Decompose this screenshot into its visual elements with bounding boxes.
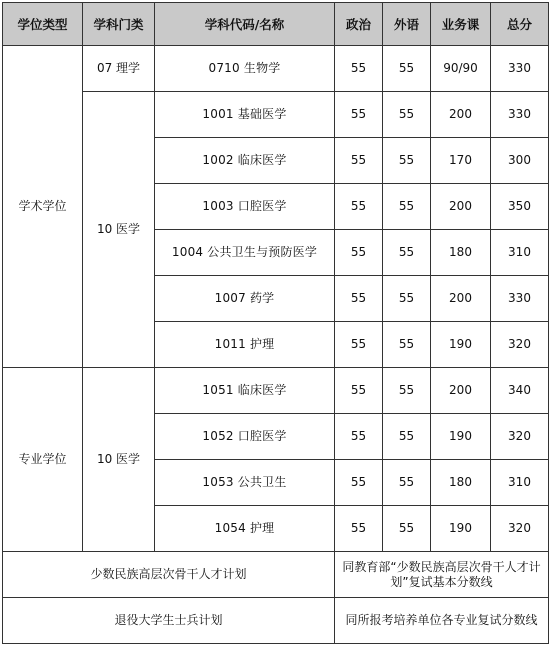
header-major: 业务课 xyxy=(431,3,491,46)
table-row xyxy=(3,368,549,414)
language-cell: 55 xyxy=(383,368,431,414)
politics-cell: 55 xyxy=(335,184,383,230)
header-language: 外语 xyxy=(383,3,431,46)
header-total: 总分 xyxy=(491,3,549,46)
politics-cell: 55 xyxy=(335,322,383,368)
language-cell: 55 xyxy=(383,460,431,506)
language-cell: 55 xyxy=(383,92,431,138)
language-cell: 55 xyxy=(383,414,431,460)
header-subject-code: 学科代码/名称 xyxy=(155,3,335,46)
language-cell: 55 xyxy=(383,322,431,368)
major-cell: 90/90 xyxy=(431,46,491,92)
politics-cell: 55 xyxy=(335,368,383,414)
category-cell: 10 医学 xyxy=(83,92,155,368)
language-cell: 55 xyxy=(383,276,431,322)
total-cell: 330 xyxy=(491,276,549,322)
politics-cell: 55 xyxy=(335,138,383,184)
table-row xyxy=(3,92,549,138)
politics-cell: 55 xyxy=(335,414,383,460)
politics-cell: 55 xyxy=(335,276,383,322)
header-row xyxy=(3,3,549,46)
subject-code-cell: 1054 护理 xyxy=(155,506,335,552)
major-cell: 190 xyxy=(431,322,491,368)
language-cell: 55 xyxy=(383,506,431,552)
politics-cell: 55 xyxy=(335,460,383,506)
language-cell: 55 xyxy=(383,46,431,92)
major-cell: 180 xyxy=(431,230,491,276)
degree-type-cell: 学术学位 xyxy=(3,46,83,368)
degree-type-cell: 专业学位 xyxy=(3,368,83,552)
major-cell: 170 xyxy=(431,138,491,184)
category-cell: 07 理学 xyxy=(83,46,155,92)
category-cell: 10 医学 xyxy=(83,368,155,552)
total-cell: 350 xyxy=(491,184,549,230)
politics-cell: 55 xyxy=(335,92,383,138)
plan-row xyxy=(3,598,549,644)
plan-note-cell: 同教育部“少数民族高层次骨干人才计划”复试基本分数线 xyxy=(335,552,549,598)
politics-cell: 55 xyxy=(335,506,383,552)
plan-name-cell: 少数民族高层次骨干人才计划 xyxy=(3,552,335,598)
subject-code-cell: 0710 生物学 xyxy=(155,46,335,92)
plan-row xyxy=(3,552,549,598)
subject-code-cell: 1051 临床医学 xyxy=(155,368,335,414)
subject-code-cell: 1052 口腔医学 xyxy=(155,414,335,460)
total-cell: 300 xyxy=(491,138,549,184)
subject-code-cell: 1053 公共卫生 xyxy=(155,460,335,506)
total-cell: 310 xyxy=(491,230,549,276)
total-cell: 320 xyxy=(491,414,549,460)
subject-code-cell: 1001 基础医学 xyxy=(155,92,335,138)
major-cell: 200 xyxy=(431,92,491,138)
politics-cell: 55 xyxy=(335,230,383,276)
language-cell: 55 xyxy=(383,138,431,184)
major-cell: 190 xyxy=(431,506,491,552)
total-cell: 330 xyxy=(491,46,549,92)
major-cell: 200 xyxy=(431,276,491,322)
politics-cell: 55 xyxy=(335,46,383,92)
total-cell: 310 xyxy=(491,460,549,506)
major-cell: 200 xyxy=(431,184,491,230)
header-category: 学科门类 xyxy=(83,3,155,46)
score-table xyxy=(2,2,549,644)
subject-code-cell: 1011 护理 xyxy=(155,322,335,368)
total-cell: 340 xyxy=(491,368,549,414)
total-cell: 320 xyxy=(491,506,549,552)
language-cell: 55 xyxy=(383,184,431,230)
subject-code-cell: 1003 口腔医学 xyxy=(155,184,335,230)
total-cell: 330 xyxy=(491,92,549,138)
major-cell: 200 xyxy=(431,368,491,414)
table-row xyxy=(3,46,549,92)
subject-code-cell: 1007 药学 xyxy=(155,276,335,322)
subject-code-cell: 1004 公共卫生与预防医学 xyxy=(155,230,335,276)
plan-name-cell: 退役大学生士兵计划 xyxy=(3,598,335,644)
major-cell: 180 xyxy=(431,460,491,506)
plan-note-cell: 同所报考培养单位各专业复试分数线 xyxy=(335,598,549,644)
header-politics: 政治 xyxy=(335,3,383,46)
total-cell: 320 xyxy=(491,322,549,368)
major-cell: 190 xyxy=(431,414,491,460)
language-cell: 55 xyxy=(383,230,431,276)
header-degree-type: 学位类型 xyxy=(3,3,83,46)
subject-code-cell: 1002 临床医学 xyxy=(155,138,335,184)
